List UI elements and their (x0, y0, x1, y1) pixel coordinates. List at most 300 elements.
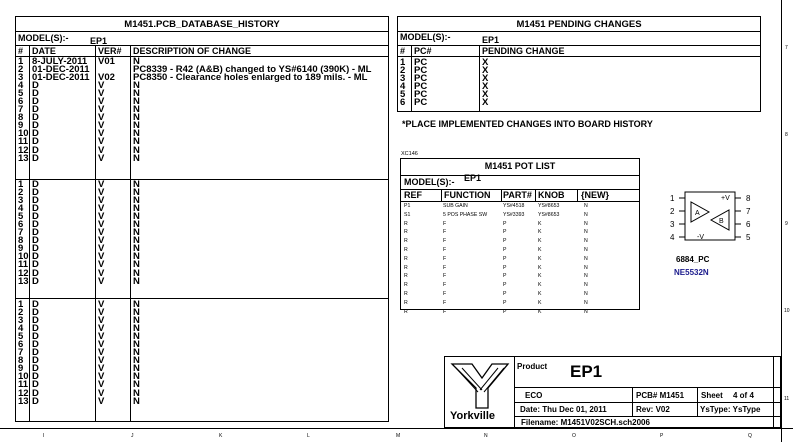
list-cell: F (443, 229, 447, 236)
list-cell: 6 (18, 219, 24, 231)
list-cell: PC (414, 81, 428, 93)
list-cell: N (133, 243, 140, 255)
list-cell: V (98, 136, 105, 148)
list-cell: N (584, 211, 588, 218)
list-cell: P (503, 299, 507, 306)
list-cell: K (538, 282, 542, 289)
list-cell: P (503, 255, 507, 262)
pending-col-line (411, 45, 412, 112)
history-block2-nums (18, 181, 29, 286)
list-cell: V (98, 112, 105, 124)
border-tick: J (131, 433, 134, 439)
product-label: Product (517, 362, 548, 371)
border-tick: 7 (785, 45, 788, 51)
list-cell: K (538, 264, 542, 271)
list-cell: D (32, 355, 39, 367)
list-cell: D (32, 112, 39, 124)
list-cell: N (133, 187, 140, 199)
list-cell: R (404, 264, 408, 271)
list-cell: N (133, 267, 140, 279)
list-cell: PC (414, 73, 428, 85)
list-cell: N (133, 339, 140, 351)
list-cell: 2 (18, 64, 24, 76)
list-cell: 5 POS PHASE SW (443, 211, 488, 218)
history-block-divider (15, 179, 389, 180)
list-cell: 7 (18, 227, 24, 239)
list-cell: 4 (18, 203, 24, 215)
list-cell: 8-JULY-2011 (32, 56, 88, 67)
history-header-num: # (18, 46, 24, 56)
list-cell: D (32, 104, 39, 116)
title-block-col-line (632, 387, 633, 416)
list-cell: 5 (400, 89, 406, 101)
list-cell: YS#8653 (538, 211, 560, 218)
potlist-news (584, 202, 588, 316)
list-cell: N (133, 96, 140, 108)
list-cell: 12 (18, 144, 29, 156)
list-cell: V (98, 339, 105, 351)
potlist-col-line (501, 189, 502, 201)
list-cell: D (32, 275, 39, 287)
list-cell: N (133, 136, 140, 148)
list-cell: V (98, 395, 105, 407)
list-cell: D (32, 315, 39, 327)
list-cell: P (503, 282, 507, 289)
potlist-title: M1451 POT LIST (484, 161, 556, 171)
list-cell: F (443, 238, 447, 245)
ic-pin-label-4: 4 (670, 233, 675, 242)
list-cell: F (443, 220, 447, 227)
list-cell: D (32, 203, 39, 215)
pcb-number: PCB# M1451 (636, 391, 685, 400)
list-cell: N (133, 195, 140, 207)
list-cell: D (32, 219, 39, 231)
list-cell: N (133, 104, 140, 116)
potlist-header-knob: KNOB (538, 190, 565, 200)
history-block2-vers (98, 181, 104, 286)
list-cell: PC (414, 65, 428, 77)
list-cell: V (98, 120, 105, 132)
list-cell: D (32, 187, 39, 199)
yorkville-logo-mark (448, 360, 512, 412)
list-cell: 3 (18, 195, 24, 207)
pending-title-divider (397, 31, 761, 32)
list-cell: D (32, 363, 39, 375)
list-cell: D (32, 120, 39, 132)
border-tick: Q (748, 433, 752, 439)
list-cell: R (404, 238, 408, 245)
list-cell: P (503, 229, 507, 236)
list-cell: N (133, 347, 140, 359)
ic-pin-label-2: 2 (670, 207, 675, 216)
list-cell: V (98, 227, 105, 239)
list-cell: 5 (18, 88, 24, 100)
list-cell: N (584, 246, 588, 253)
history-title-divider (15, 31, 389, 32)
history-header-ver: VER# (98, 46, 122, 56)
list-cell: PC (414, 89, 428, 101)
list-cell: X (482, 65, 489, 77)
list-cell: D (32, 323, 39, 335)
pending-note: *PLACE IMPLEMENTED CHANGES INTO BOARD HISTORY (402, 119, 653, 129)
title-block-edge-line (773, 356, 774, 428)
list-cell: P1 (404, 203, 411, 209)
list-cell: P (503, 290, 507, 297)
list-cell: N (133, 395, 140, 407)
list-cell: V (98, 144, 105, 156)
potlist-header-ref: REF (404, 190, 422, 200)
ic-pin-label-5: 5 (746, 233, 751, 242)
list-cell: R (404, 246, 408, 253)
list-cell: 2 (18, 187, 24, 199)
pending-header-divider (397, 56, 761, 57)
list-cell: P (503, 273, 507, 280)
list-cell: 13 (18, 395, 29, 407)
list-cell: N (133, 179, 140, 190)
list-cell: D (32, 211, 39, 223)
list-cell: 13 (18, 152, 29, 164)
list-cell: D (32, 251, 39, 263)
list-cell: N (133, 128, 140, 140)
border-tick: M (396, 433, 401, 439)
list-cell: N (584, 264, 588, 271)
list-cell: 10 (18, 128, 29, 140)
title-block-logo-divider (514, 356, 515, 428)
potlist-models-label: MODEL(S):- (404, 177, 455, 187)
list-cell: R (404, 255, 408, 262)
list-cell: V (98, 195, 105, 207)
list-cell: N (133, 56, 140, 67)
history-block3-descs (133, 301, 140, 406)
history-block1-descs (133, 58, 371, 163)
amp-b-label: B (719, 218, 724, 225)
list-cell: 2 (400, 65, 406, 77)
frame-right-line (781, 0, 782, 442)
pending-header-num: # (400, 46, 406, 56)
list-cell: N (133, 251, 140, 263)
list-cell: V (98, 187, 105, 199)
potlist-functions (443, 202, 487, 316)
list-cell: 12 (18, 387, 29, 399)
list-cell: N (584, 238, 588, 245)
list-cell: V (98, 379, 105, 391)
list-cell: R (404, 229, 408, 236)
list-cell: N (584, 229, 588, 236)
pending-models-label: MODEL(S):- (400, 32, 451, 42)
list-cell: V02 (98, 72, 115, 84)
list-cell: D (32, 80, 39, 92)
list-cell: K (538, 255, 542, 262)
list-cell: N (133, 323, 140, 335)
list-cell: K (538, 308, 542, 315)
history-block2-descs (133, 181, 140, 286)
amp-a-triangle (691, 202, 709, 222)
list-cell: 10 (18, 371, 29, 383)
list-cell: K (538, 290, 542, 297)
list-cell: N (584, 308, 588, 315)
potlist-model-value: EP1 (464, 173, 482, 183)
potlist-col-line (535, 189, 536, 201)
ic-pin-label-6: 6 (746, 220, 751, 229)
list-cell: 8 (18, 112, 24, 124)
list-cell: PC8350 - Clearance holes enlarged to 189 mils. - ML (133, 72, 368, 84)
list-cell: D (32, 267, 39, 279)
ic-name: 6884_PC (676, 255, 710, 264)
history-block1-nums (18, 58, 29, 163)
rev-field: Rev: V02 (636, 405, 670, 414)
list-cell: V (98, 355, 105, 367)
list-cell: V (98, 363, 105, 375)
list-cell: K (538, 246, 542, 253)
list-cell: 1 (18, 299, 24, 310)
list-cell: D (32, 227, 39, 239)
list-cell: X (482, 57, 489, 68)
list-cell: D (32, 347, 39, 359)
list-cell: 4 (18, 80, 24, 92)
list-cell: 8 (18, 355, 24, 367)
list-cell: V (98, 179, 105, 190)
list-cell: D (32, 379, 39, 391)
list-cell: 6 (400, 97, 406, 109)
border-tick: K (219, 433, 223, 439)
list-cell: N (133, 203, 140, 215)
ic-pin-label-3: 3 (670, 220, 675, 229)
list-cell: V (98, 267, 105, 279)
list-cell: N (133, 275, 140, 287)
list-cell: V (98, 128, 105, 140)
border-tick: L (307, 433, 310, 439)
list-cell: N (133, 88, 140, 100)
list-cell: 01-DEC-2011 (32, 72, 90, 84)
ic-pin-label-1: 1 (670, 194, 675, 203)
list-cell: P (503, 246, 507, 253)
list-cell: N (133, 379, 140, 391)
list-cell: D (32, 88, 39, 100)
ic-pin-label-8: 8 (746, 194, 751, 203)
list-cell: 3 (400, 73, 406, 85)
list-cell: K (538, 299, 542, 306)
potlist-col-line (441, 189, 442, 201)
list-cell: R (404, 282, 408, 289)
list-cell: 1 (18, 56, 24, 67)
border-tick: 9 (785, 221, 788, 227)
list-cell: N (133, 227, 140, 239)
amp-a-label: A (695, 210, 700, 217)
list-cell: R (404, 220, 408, 227)
list-cell: F (443, 299, 447, 306)
list-cell: 7 (18, 104, 24, 116)
list-cell: K (538, 229, 542, 236)
list-cell: N (133, 355, 140, 367)
list-cell: 4 (18, 323, 24, 335)
list-cell: F (443, 282, 447, 289)
list-cell: N (133, 387, 140, 399)
history-col-line (29, 45, 30, 422)
list-cell: D (32, 235, 39, 247)
list-cell: N (133, 112, 140, 124)
border-tick: 10 (784, 308, 790, 314)
potlist-ref-code: XC146 (401, 151, 418, 157)
history-block-divider (15, 298, 389, 299)
history-block3-nums (18, 301, 29, 406)
list-cell: 5 (18, 211, 24, 223)
list-cell: D (32, 299, 39, 310)
list-cell: N (584, 273, 588, 280)
list-cell: V (98, 211, 105, 223)
list-cell: D (32, 395, 39, 407)
list-cell: YS#3393 (503, 211, 525, 218)
list-cell: P (503, 264, 507, 271)
potlist-col-line (577, 189, 578, 201)
list-cell: N (584, 290, 588, 297)
list-cell: D (32, 339, 39, 351)
list-cell: V (98, 299, 105, 310)
list-cell: D (32, 371, 39, 383)
list-cell: D (32, 195, 39, 207)
pending-col-line (479, 45, 480, 112)
list-cell: V (98, 331, 105, 343)
list-cell: N (133, 259, 140, 271)
title-block-row-line (514, 416, 781, 417)
list-cell: D (32, 136, 39, 148)
list-cell: 1 (18, 179, 24, 190)
list-cell: D (32, 128, 39, 140)
pending-changes (482, 59, 488, 107)
list-cell: K (538, 238, 542, 245)
list-cell: 11 (18, 379, 29, 391)
list-cell: 9 (18, 363, 24, 375)
yorkville-logo-text: Yorkville (450, 410, 496, 422)
list-cell: V (98, 96, 105, 108)
list-cell: 8 (18, 235, 24, 247)
list-cell: V01 (98, 56, 115, 67)
list-cell: P (503, 220, 507, 227)
list-cell: D (32, 179, 39, 190)
list-cell: V (98, 387, 105, 399)
list-cell: F (443, 290, 447, 297)
border-tick: P (660, 433, 664, 439)
list-cell: SUB GAIN (443, 203, 468, 209)
pending-header-change: PENDING CHANGE (482, 46, 565, 56)
ystype-field: YsType: YsType (700, 405, 761, 414)
list-cell: N (133, 363, 140, 375)
list-cell: 6 (18, 339, 24, 351)
list-cell: 11 (18, 136, 29, 148)
potlist-title-divider (400, 175, 640, 176)
list-cell: V (98, 371, 105, 383)
title-block-row-line (514, 387, 781, 388)
list-cell: R (404, 290, 408, 297)
ic-part: NE5532N (674, 268, 709, 277)
potlist-header-part: PART# (503, 190, 532, 200)
list-cell: P (503, 238, 507, 245)
list-cell: YS#4518 (503, 203, 525, 209)
list-cell: D (32, 96, 39, 108)
history-block1-vers (98, 58, 115, 163)
list-cell: PC (414, 57, 428, 68)
list-cell: N (584, 203, 588, 209)
list-cell: N (133, 120, 140, 132)
list-cell: 12 (18, 267, 29, 279)
list-cell: D (32, 259, 39, 271)
history-block3-vers (98, 301, 104, 406)
pending-header-pc: PC# (414, 46, 432, 56)
list-cell: S1 (404, 211, 411, 218)
list-cell: V (98, 219, 105, 231)
list-cell: V (98, 259, 105, 271)
list-cell: N (584, 282, 588, 289)
list-cell: N (133, 371, 140, 383)
list-cell: D (32, 152, 39, 164)
history-title: M1451.PCB_DATABASE_HISTORY (124, 19, 280, 30)
list-cell: R (404, 273, 408, 280)
title-block-row-line (514, 402, 781, 403)
ic-vminus-label: -V (697, 234, 704, 241)
list-cell: N (584, 220, 588, 227)
list-cell: 13 (18, 275, 29, 287)
potlist-knobs (538, 202, 559, 316)
list-cell: K (538, 273, 542, 280)
list-cell: V (98, 347, 105, 359)
list-cell: 1 (400, 57, 406, 68)
border-tick: O (572, 433, 576, 439)
list-cell: V (98, 80, 105, 92)
list-cell: 3 (18, 315, 24, 327)
list-cell: 10 (18, 251, 29, 263)
pending-title: M1451 PENDING CHANGES (516, 19, 642, 30)
eco-label: ECO (525, 391, 543, 400)
list-cell: 4 (400, 81, 406, 93)
title-block-col-line (697, 387, 698, 416)
list-cell: N (133, 144, 140, 156)
list-cell: V (98, 307, 105, 319)
list-cell: N (133, 299, 140, 310)
list-cell: 9 (18, 243, 24, 255)
list-cell: D (32, 387, 39, 399)
frame-bottom-line (0, 428, 793, 429)
history-models-label: MODEL(S):- (18, 33, 69, 43)
sheet-label: Sheet (701, 391, 723, 400)
list-cell: D (32, 243, 39, 255)
list-cell: N (133, 315, 140, 327)
border-tick: N (484, 433, 488, 439)
list-cell: 7 (18, 347, 24, 359)
list-cell: 6 (18, 96, 24, 108)
list-cell: V (98, 243, 105, 255)
list-cell: N (133, 80, 140, 92)
list-cell: P (503, 308, 507, 315)
list-cell: 3 (18, 72, 24, 84)
list-cell: N (133, 331, 140, 343)
list-cell: N (133, 235, 140, 247)
list-cell: R (404, 299, 408, 306)
list-cell: X (482, 89, 489, 101)
list-cell: V (98, 235, 105, 247)
list-cell: D (32, 307, 39, 319)
history-col-line (95, 45, 96, 422)
history-header-date: DATE (32, 46, 56, 56)
list-cell: D (32, 144, 39, 156)
potlist-parts (503, 202, 524, 316)
list-cell: PC8339 - R42 (A&B) changed to YS#6140 (390K) - ML (133, 64, 372, 76)
date-field: Date: Thu Dec 01, 2011 (520, 405, 607, 414)
list-cell: N (133, 219, 140, 231)
potlist-header-new: {NEW} (581, 190, 610, 200)
list-cell: F (443, 308, 447, 315)
pending-model-divider (397, 45, 761, 46)
list-cell: 5 (18, 331, 24, 343)
history-block2-dates (32, 181, 39, 286)
